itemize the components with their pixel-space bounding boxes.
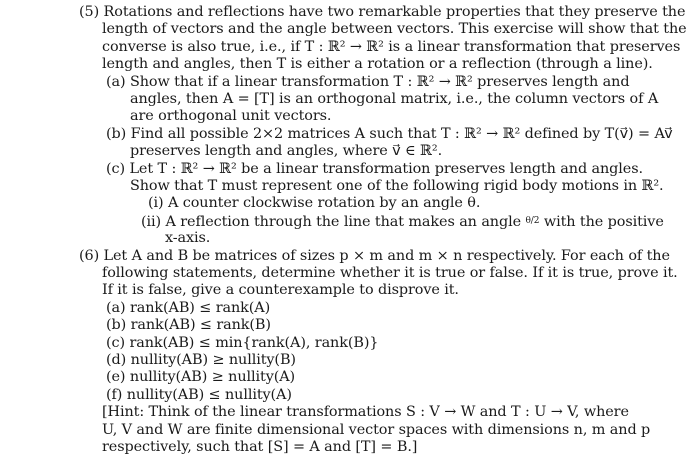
part-5c-line-2: Show that T must represent one of the following rigid body motions in ℝ². — [130, 178, 664, 194]
part-5c-ii — [141, 212, 664, 231]
part-5b-line-2: preserves length and angles, where v⃗ ∈ ℝ². — [130, 143, 443, 160]
item-6d: (d) nullity(AB) ≥ nullity(B) — [106, 352, 296, 368]
theta-half-fraction: θ/2 — [525, 215, 540, 226]
part-5c-i: (i) A counter clockwise rotation by an angle θ. — [148, 195, 481, 212]
item-6a: (a) rank(AB) ≤ rank(A) — [106, 299, 271, 316]
part-5a-line-3: are orthogonal unit vectors. — [130, 108, 332, 125]
part-5b-line-1: (b) Find all possible 2×2 matrices A such that T : ℝ² → ℝ² defined by T(v⃗) = Av⃗ — [106, 125, 673, 142]
part-5a-line-1: (a) Show that if a linear transformation T : ℝ² → ℝ² preserves length and — [106, 73, 630, 90]
hint-line-3: respectively, such that [S] = A and [T] = B.] — [102, 439, 418, 455]
item-6e: (e) nullity(AB) ≥ nullity(A) — [106, 369, 296, 386]
part-5c-ii-text-end: with the positive — [543, 213, 664, 230]
problem-6-line-1: (6) Let A and B be matrices of sizes p × m and m × n respectively. For each of the — [79, 247, 670, 264]
problem-5-line-2: length of vectors and the angle between vectors. This exercise will show that the — [102, 21, 687, 38]
item-6f: (f) nullity(AB) ≤ nullity(A) — [106, 386, 292, 403]
problem-6-line-2: following statements, determine whether it is true or false. If it is true, prove it. — [102, 265, 678, 281]
part-5c-ii-line-2: x-axis. — [165, 230, 211, 247]
problem-5-line-3: converse is also true, i.e., if T : ℝ² → ℝ² is a linear transformation that preserves — [102, 38, 681, 55]
hint-line-1: [Hint: Think of the linear transformations S : V → W and T : U → V, where — [102, 404, 629, 421]
item-6b: (b) rank(AB) ≤ rank(B) — [106, 317, 271, 334]
hint-line-2: U, V and W are finite dimensional vector spaces with dimensions n, m and p — [102, 421, 651, 438]
problem-5-line-4: length and angles, then T is either a rotation or a reflection (through a line). — [102, 56, 653, 73]
item-6c: (c) rank(AB) ≤ min{rank(A), rank(B)} — [106, 334, 379, 351]
part-5c-ii-text: (ii) A reflection through the line that makes an angle — [141, 213, 521, 230]
part-5a-line-2: angles, then A = [T] is an orthogonal matrix, i.e., the column vectors of A — [130, 91, 659, 107]
problem-5-line-1: (5) Rotations and reflections have two remarkable properties that they preserve the — [79, 4, 686, 20]
part-5c-line-1: (c) Let T : ℝ² → ℝ² be a linear transformation preserves length and angles. — [106, 160, 643, 177]
problem-6-line-3: If it is false, give a counterexample to disprove it. — [102, 282, 459, 299]
